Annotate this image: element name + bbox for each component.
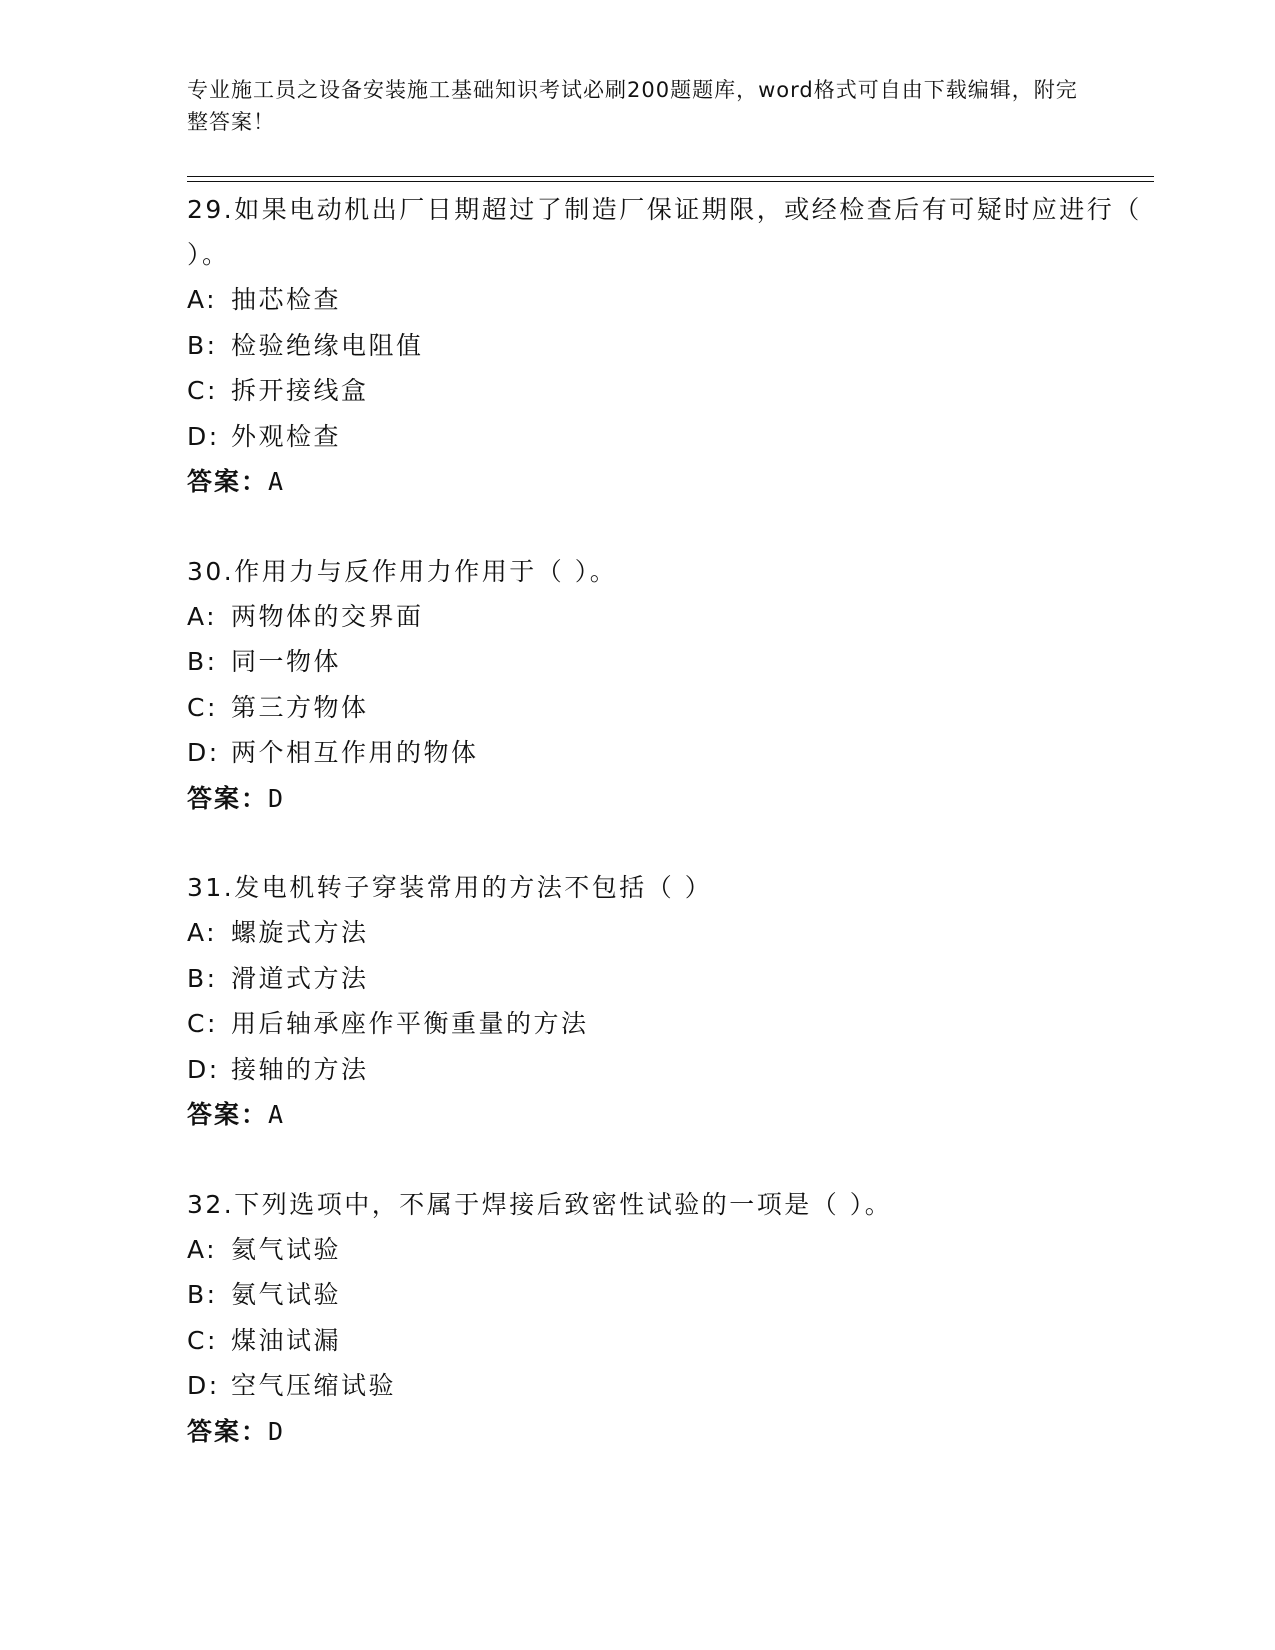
option-d [187,1363,1147,1409]
option-letter: D: [187,421,220,451]
option-text: 接轴的方法 [231,1054,369,1084]
option-letter: C: [187,376,218,405]
option-a [187,594,1147,640]
option-text: 螺旋式方法 [231,918,369,947]
option-text: 用后轴承座作平衡重量的方法 [231,1009,589,1038]
option-text: 两物体的交界面 [231,601,424,631]
option-c [187,1001,1147,1047]
option-text: 第三方物体 [231,692,369,722]
question-list [187,187,1147,1498]
document-header: 专业施工员之设备安装施工基础知识考试必刷200题题库，word格式可自由下载编辑，附完整答案！ [187,78,1078,134]
option-a [187,1227,1147,1273]
answer-line [187,459,1147,505]
answer-value: A [268,1100,284,1129]
option-text: 拆开接线盒 [231,376,369,405]
answer-label: 答案： [187,783,269,813]
option-b [187,956,1147,1002]
option-b [187,323,1147,369]
option-c [187,685,1147,731]
option-letter: D: [187,738,220,767]
question-stem: 32.下列选项中，不属于焊接后致密性试验的一项是（ ）。 [187,1189,893,1219]
option-letter: A: [187,285,218,314]
answer-label: 答案： [187,1416,269,1446]
question-32 [187,1182,1147,1455]
option-a [187,277,1147,323]
question-stem: 30.作用力与反作用力作用于（ ）。 [187,556,618,586]
answer-label: 答案： [187,467,269,496]
answer-line [187,776,1147,822]
option-text: 氦气试验 [231,1234,342,1264]
question-stem: 31.发电机转子穿装常用的方法不包括（ ） [187,873,713,902]
option-letter: D: [187,1371,220,1400]
answer-line [187,1409,1147,1455]
answer-value: A [268,467,284,496]
option-letter: B: [187,330,218,360]
option-text: 两个相互作用的物体 [231,738,479,767]
option-letter: C: [187,1325,218,1355]
option-letter: A: [187,601,218,631]
option-letter: D: [187,1054,220,1084]
option-text: 煤油试漏 [231,1325,342,1355]
option-text: 同一物体 [231,647,342,676]
option-text: 空气压缩试验 [231,1371,397,1400]
option-letter: C: [187,692,218,722]
option-text: 外观检查 [231,421,342,451]
answer-value: D [268,783,284,813]
answer-line [187,1092,1147,1138]
option-b [187,1272,1147,1318]
option-letter: A: [187,918,218,947]
answer-value: D [268,1416,284,1446]
option-a [187,910,1147,956]
question-31 [187,865,1147,1138]
option-text: 检验绝缘电阻值 [231,330,424,360]
option-letter: B: [187,1280,218,1309]
option-c [187,368,1147,414]
header-rule-top [187,176,1154,177]
option-letter: C: [187,1009,218,1038]
option-letter: A: [187,1234,218,1264]
answer-label: 答案： [187,1100,269,1129]
question-stem: 29.如果电动机出厂日期超过了制造厂保证期限，或经检查后有可疑时应进行（ ）。 [187,195,1142,269]
option-d [187,414,1147,460]
question-30 [187,549,1147,822]
option-text: 滑道式方法 [231,963,369,993]
option-text: 抽芯检查 [231,285,342,314]
header-rule-bottom [187,181,1154,182]
option-text: 氨气试验 [231,1280,342,1309]
option-c [187,1318,1147,1364]
option-letter: B: [187,647,218,676]
option-letter: B: [187,963,218,993]
option-b [187,639,1147,685]
option-d [187,730,1147,776]
question-29 [187,187,1147,505]
option-d [187,1047,1147,1093]
